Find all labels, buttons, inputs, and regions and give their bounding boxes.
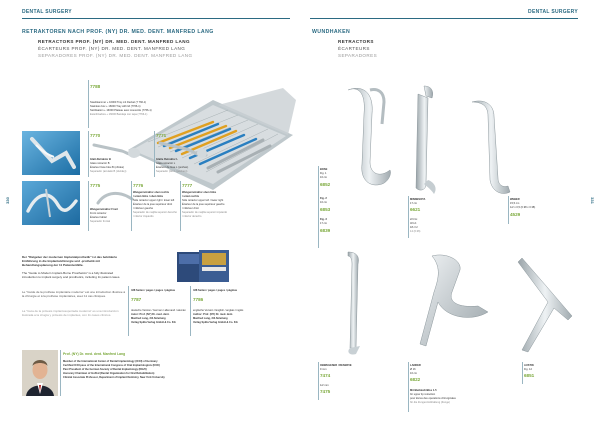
- bose-line5: Fig. 3: [320, 218, 327, 221]
- item-7776-line3: Side retractor upper right / lower left: [133, 199, 175, 202]
- obwegeser-name: OBWEGESER / RESERVE: [320, 364, 352, 367]
- item-7776-line1: Wangenretraktor oben rechts: [133, 191, 170, 194]
- intro-de: Der "Ratgeber der modernen Implantatprothetik" ist das bebilderte Einführung in die Implantatchirurgie und -prothetik mit Behandlungsplanung der 11 Patientenfälle.: [22, 255, 118, 267]
- minnesota-divider: [408, 196, 409, 238]
- item-7777-code: 7777: [182, 183, 193, 188]
- retractor-lander-photo: [412, 252, 492, 356]
- bose-line2: 16 cm: [320, 176, 328, 179]
- retractor-front-photo: [22, 181, 80, 225]
- book-de-divider: [128, 286, 129, 336]
- set-desc-3: Stérilisation + 16000 Plateau avec couvercle (7766-1): [90, 109, 152, 112]
- lander-code: 6822: [410, 377, 421, 382]
- right-page-number: 331: [590, 197, 596, 204]
- intro-es: La "Guía de la prótesis implantosoportada moderna" es una introducción ilustrada a la cirugía y prótesis de implantes, con 11 casos clínicos.: [22, 309, 119, 317]
- obwegeser-code: 7474: [320, 373, 331, 378]
- lander-extra1: Mit Bleiblech/Biss 1.5: [410, 389, 437, 392]
- retractor-glass-photo: [22, 131, 80, 175]
- right-subtitle-fr: ÉCARTEURS: [338, 46, 370, 51]
- set-desc-2: Stainless box + 16000 Tray with lid (7766-1): [90, 105, 141, 108]
- left-subtitle-en: RETRACTORS PROF. (NY) DR. MED. DENT. MANFRED LANG: [38, 39, 190, 44]
- austin-name: AUSTIN: [524, 364, 534, 367]
- lander-divider: [408, 362, 409, 412]
- bose-line6: 17 cm: [320, 222, 328, 225]
- item-7777-line6: Separador de mejilla superior izquierdo: [182, 211, 228, 214]
- right-header-rule: [310, 18, 578, 19]
- book-de-line2: Autor: Prof. (NY) Dr. med. dent.: [131, 313, 170, 316]
- left-page-title: RETRAKTOREN NACH PROF. (NY) DR. MED. DENT. MANFRED LANG: [22, 29, 214, 35]
- austin-divider: [522, 362, 523, 384]
- item-7776-line4: Écarteur de la joue supérieur droit: [133, 203, 173, 206]
- item-7777-divider: [180, 181, 181, 231]
- right-subtitle-en: RETRACTORS: [338, 39, 374, 44]
- left-section-tag: DENTAL SURGERY: [22, 9, 72, 15]
- item-7776-code: 7776: [133, 183, 144, 188]
- bose-name: BOSE: [320, 168, 328, 171]
- item-7770-line4: Separador (azulado B (ob/oke)): [90, 170, 127, 173]
- weber-line2: 1/2 x 0,5 (0.98 x 0.38): [510, 206, 536, 209]
- austin-line1: Fig. 12: [524, 368, 532, 371]
- item-7771-code: 7771: [156, 133, 167, 138]
- obwegeser-divider: [318, 362, 319, 400]
- retractor-bose-photo: [340, 84, 396, 196]
- left-page-number: 330: [4, 197, 10, 204]
- item-7775-line2: Front retractor: [90, 212, 107, 215]
- book-en-line2: Author: Prof. (NY) Dr. med. dent.: [193, 313, 233, 316]
- minnesota-line2: 2/4 Gr.: [410, 218, 418, 221]
- minnesota-line4: 18 cl 2: [410, 226, 418, 229]
- weber-line1: 15,5 cm: [510, 202, 520, 205]
- retractor-obwegeser-photo: [338, 250, 372, 356]
- bose-divider: [318, 166, 319, 248]
- author-bio-5: Clinical Associate Professor, Department of Implant Dentistry, New York University: [63, 376, 165, 379]
- item-7776-line5: / inférieur gauche: [133, 207, 154, 210]
- intro-en: The "Guide to Modern Implant-Borne Prosthetics" is a fully illustrated introduction to implant surgery and prosthetics, including 11 patient cases.: [22, 271, 121, 279]
- retractor-7775-photo: [96, 189, 136, 207]
- item-7777-line1: Wangenretraktor oben links: [182, 191, 217, 194]
- author-bio-2: Certified ICOI pass of the International Congress of Oral Implantologists (ICOI): [63, 364, 160, 367]
- set-desc-4: Esterilizadora + 16000 Bandeja con tapa (7766-1): [90, 113, 148, 116]
- bose-line4: 16 cm: [320, 201, 328, 204]
- austin-code: 6851: [524, 373, 535, 378]
- item-7777-line2: / unten rechts: [182, 195, 200, 198]
- item-7770-line2: Glass retractor B: [90, 162, 110, 165]
- item-7775-divider: [88, 181, 89, 231]
- book-de-line1: deutsche Version / German / allemand / alemán: [131, 309, 186, 312]
- minnesota-line1: 17 cm: [410, 202, 418, 205]
- lander-line2: 16 cm: [410, 372, 418, 375]
- item-7771-line3: Écarteur de lisse L (poches): [156, 166, 189, 169]
- author-name: Prof. (NY) Dr. med. dent. Manfred Lang: [63, 352, 126, 356]
- minnesota-name: MINNESOTA: [410, 198, 426, 201]
- item-7771-line4: Separador (liso L (poches)): [156, 170, 188, 173]
- book-de-code: 7787: [131, 297, 142, 302]
- author-bio-4: Honorary Chairman of GoPed (Dental Organization for Oral Rehabilitation): [63, 372, 155, 375]
- retractor-austin-photo: [514, 256, 576, 356]
- left-subtitle-es: SEPARADORES PROF. (NY) DR. MED. DENT. MANFRED LANG: [38, 53, 193, 58]
- lander-extra3: pour lèvres des operations chirurgicales: [410, 397, 456, 400]
- right-subtitle-es: SEPARADORES: [338, 53, 378, 58]
- bose-code2: 6853: [320, 207, 331, 212]
- item-7776-line7: / inferior izquierdo: [133, 215, 154, 218]
- right-section-tag: DENTAL SURGERY: [528, 9, 578, 15]
- set-divider: [88, 80, 89, 128]
- book-en-divider: [190, 286, 191, 336]
- item-7770-divider: [88, 131, 89, 177]
- weber-divider: [508, 196, 509, 224]
- item-7776-divider: [131, 181, 132, 231]
- book-en-line1: englische Version / English / anglais / inglés: [193, 309, 244, 312]
- obwegeser-code2: 7475: [320, 389, 331, 394]
- author-portrait: [22, 350, 58, 396]
- minnesota-code: 6621: [410, 207, 421, 212]
- lander-extra2: for upper lip retraction: [410, 393, 436, 396]
- weber-name: WEBER: [510, 198, 520, 201]
- author-divider: [60, 350, 61, 396]
- retractor-weber-photo: [468, 100, 514, 200]
- item-7775-line4: Separador frontal: [90, 220, 111, 223]
- item-7777-line3: Side retractor upper left / lower right: [182, 199, 224, 202]
- book-en-code: 7786: [193, 297, 204, 302]
- item-7770-line3: Écarteur lisse bleu B (ob/oke): [90, 166, 125, 169]
- set-desc-1: Staubkammer + 16000 Tray mit Deckel (7 766-1): [90, 101, 147, 104]
- item-7777-line4: Écarteur de la joue supérieur gauche: [182, 203, 225, 206]
- item-7775-line3: Écarteur labial: [90, 216, 107, 219]
- sterilization-tray-photo: [118, 80, 298, 195]
- author-bio-3: Past President of the German Society of Dental Implantology (DGZI): [63, 368, 147, 371]
- item-7771-line1: Glatte Retraktor L: [156, 158, 178, 161]
- bose-line3: Fig. 2: [320, 197, 327, 200]
- left-subtitle-fr: ÉCARTEURS PROF. (NY) DR. MED. DENT. MANFRED LANG: [38, 46, 186, 51]
- retractor-minnesota-photo: [404, 84, 442, 196]
- book-de-line4: Verlag Spitta Verlag GmbH & Co. KG: [131, 321, 176, 324]
- book-de-line3: Manfred Lang, 2/3 Ableitung: [131, 317, 166, 320]
- item-7775-line1: Wangenretraktor Front: [90, 208, 119, 211]
- item-7777-line5: / inférieur droit: [182, 207, 199, 210]
- set-code: 7788: [90, 84, 101, 89]
- obwegeser-line1: 9 mm: [320, 368, 327, 371]
- lander-extra4: für die Zungenrückhaltung (Zunge): [410, 401, 450, 404]
- item-7771-line2: Glass retractor L: [156, 162, 176, 165]
- book-en-line4: Verlag Spitta Verlag GmbH & Co. KG: [193, 321, 238, 324]
- lander-name: LANDER: [410, 364, 421, 367]
- bose-code3: 6839: [320, 228, 331, 233]
- lander-line1: Ø 16: [410, 368, 416, 371]
- item-7777-line7: / inferior derecho: [182, 215, 202, 218]
- item-7776-line6: Separador de mejilla superior derecho: [133, 211, 177, 214]
- item-7776-line2: / unten links / oben links: [133, 195, 164, 198]
- item-7771-divider: [154, 131, 155, 177]
- book-en-head: 428 Seiten / pages / pages / páginas: [193, 289, 238, 292]
- item-7770-line1: Glatt-Retraktor B: [90, 158, 111, 161]
- minnesota-line3: 3/4 cl.: [410, 222, 417, 225]
- book-en-line3: Manfred Lang, 2/3 Ableitung: [193, 317, 228, 320]
- item-7770-code: 7770: [90, 133, 101, 138]
- bose-line1: Fig. 1: [320, 172, 327, 175]
- left-header-rule: [22, 18, 290, 19]
- books-photo: [173, 248, 233, 284]
- weber-code: 4529: [510, 212, 521, 217]
- bose-code: 6852: [320, 182, 331, 187]
- author-bio-1: Member of the International Center of Dental Implantology (ICOI) of Germany: [63, 360, 158, 363]
- item-7775-code: 7775: [90, 183, 101, 188]
- intro-fr: Le "Guide de la prothèse implantaire moderne" est une introduction illustrée à la chirurgie et à la prothèse implantaires, avec 11 cas cliniques.: [22, 290, 126, 298]
- right-page-title: WUNDHAKEN: [312, 29, 351, 35]
- book-de-head: 428 Seiten / pages / pages / páginas: [131, 289, 176, 292]
- obwegeser-line2: 1/2 mm: [320, 384, 329, 387]
- minnesota-line5: 14 (0.36): [410, 230, 421, 233]
